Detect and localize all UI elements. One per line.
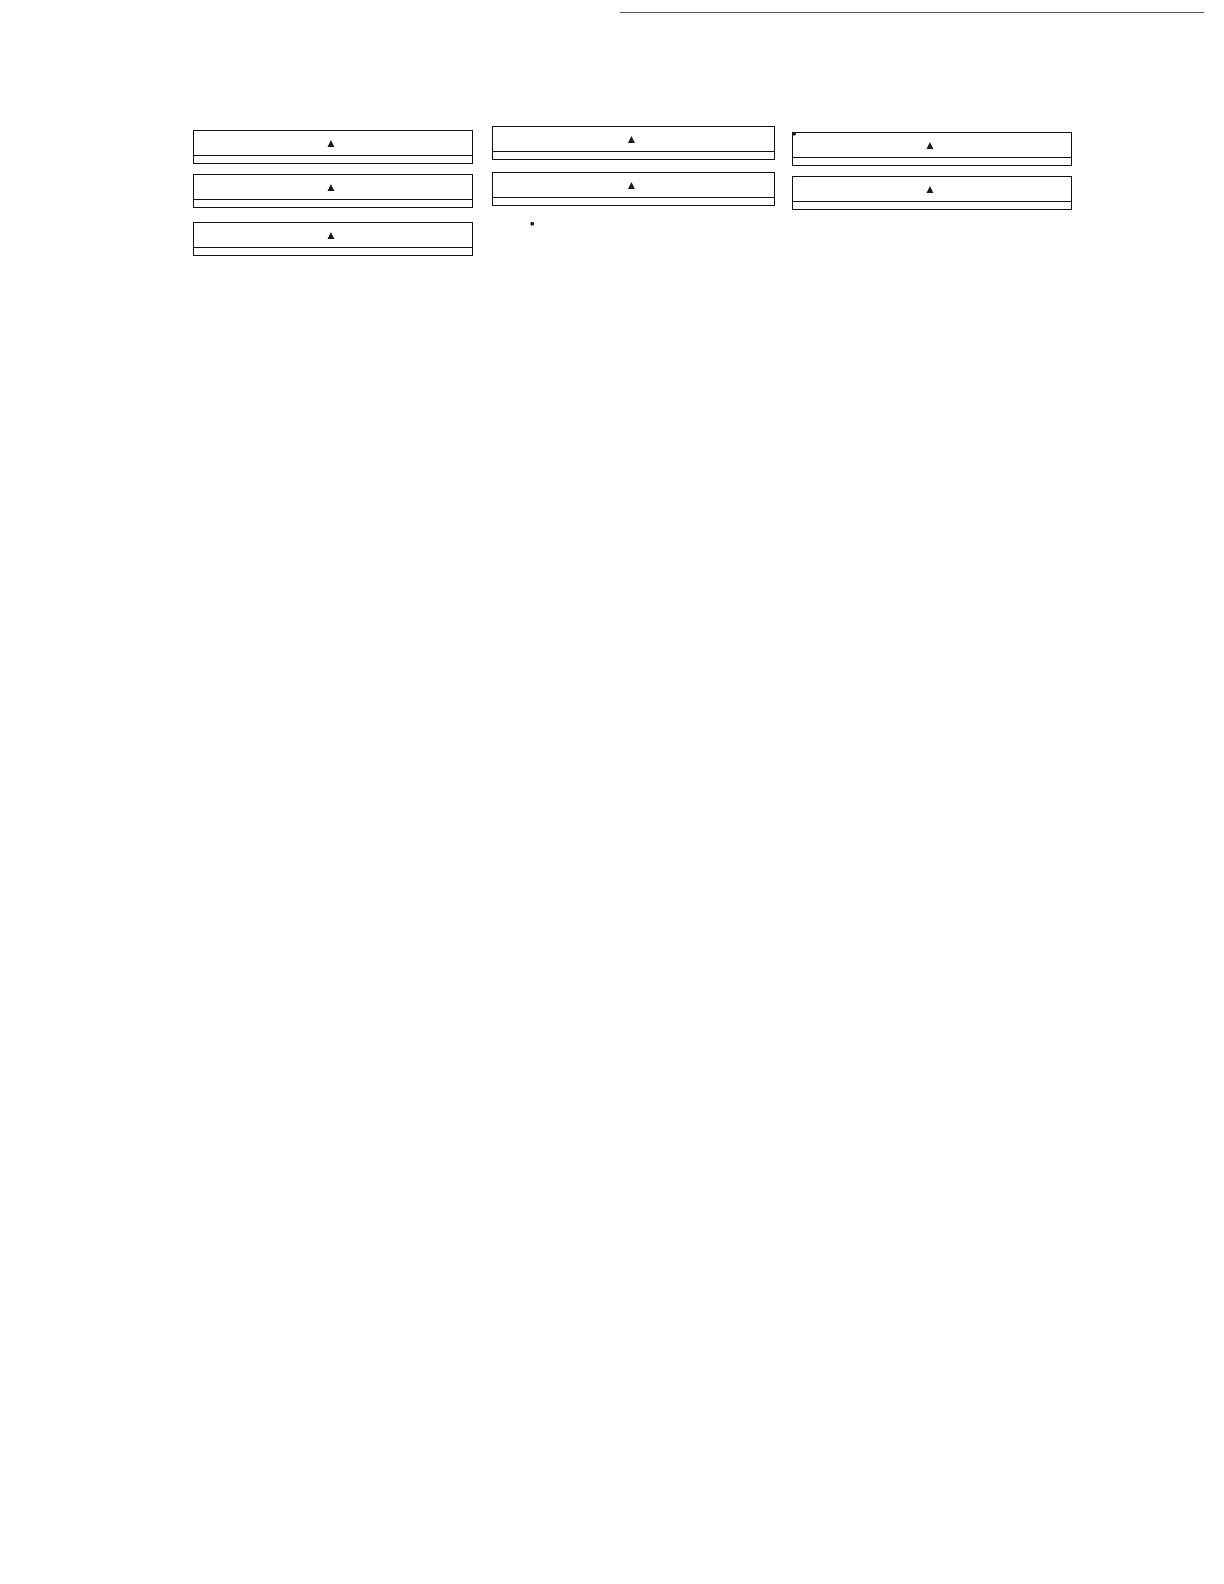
warning-header: [493, 173, 774, 198]
warning-icon: ▲: [625, 132, 638, 146]
caution-text: [793, 158, 1071, 165]
warning-icon: ▲: [325, 180, 337, 194]
warning-box-unattended: [492, 126, 775, 160]
warning-text: [793, 202, 1071, 209]
caution-header: [793, 133, 1071, 158]
warning-header: [194, 175, 472, 200]
warning-box-building: [193, 174, 473, 208]
column-1: [193, 118, 473, 266]
warning-box-fuel-tank: [193, 130, 473, 164]
warning-text: [493, 152, 774, 159]
column-2: [492, 118, 775, 216]
warning-header: [194, 131, 472, 156]
warning-text: [493, 198, 774, 205]
warning-icon: ▲: [924, 182, 936, 196]
warning-box-running: [792, 176, 1072, 210]
column-3: [792, 118, 1072, 220]
warning-text: [194, 248, 472, 255]
warning-icon: ▲: [325, 228, 337, 242]
warning-text: [194, 200, 472, 207]
caution-box: [792, 132, 1072, 166]
header-rule: [620, 12, 1204, 13]
caution-icon: ▲: [924, 138, 936, 152]
warning-box-siphon: [193, 222, 473, 256]
warning-text: [194, 156, 472, 163]
warning-box-lubricating: [492, 172, 775, 206]
warning-header: [493, 127, 774, 152]
warning-icon: ▲: [625, 178, 638, 192]
warning-header: [793, 177, 1071, 202]
warning-icon: ▲: [325, 136, 337, 150]
warning-header: [194, 223, 472, 248]
